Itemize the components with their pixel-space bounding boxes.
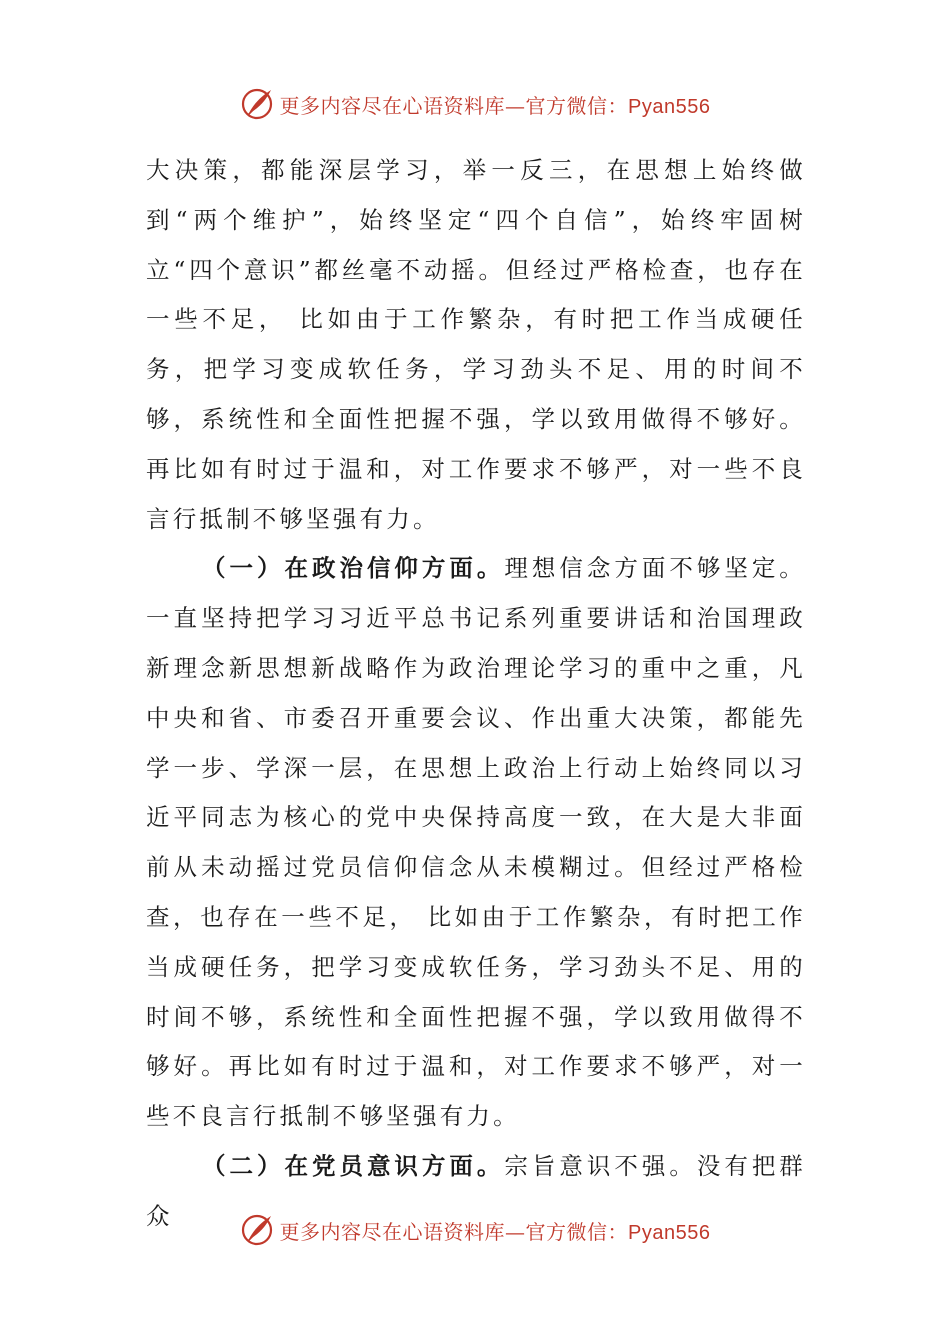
document-body — [146, 146, 806, 1242]
quill-logo-icon — [240, 86, 276, 122]
paragraph-heading: （一）在政治信仰方面。 — [202, 554, 505, 583]
header-watermark — [0, 84, 950, 124]
paragraph-text: 大决策，都能深层学习，举一反三，在思想上始终做到“两个维护”，始终坚定“四个自信”，始终牢固树立“四个意识”都丝毫不动摇。但经过严格检查，也存在一些不足， 比如由于工作繁杂，有时把工作当成硬任务，把学习变成软任务，学习劲头不足、用的时间不够，系统性和全面性把握不强，学以致用做得不够好。再比如有时过于温和，对工作要求不够严，对一些不良言行抵制不够坚强有力。 — [146, 156, 806, 533]
paragraph — [146, 146, 806, 544]
paragraph-text: 宗旨意识不强。没有把群众 — [146, 1151, 807, 1230]
paragraph-text: 理想信念方面不够坚定。一直坚持把学习习近平总书记系列重要讲话和治国理政新理念新思想新战略作为政治理论学习的重中之重，凡中央和省、市委召开重要会议、作出重大决策，都能先学一步、学深一层，在思想上政治上行动上始终同以习近平同志为核心的党中央保持高度一致，在大是大非面前从未动摇过党员信仰信念从未模糊过。但经过严格检查，也存在一些不足， 比如由于工作繁杂，有时把工作当成硬任务，把学习变成软任务，学习劲头不足、用的时间不够，系统性和全面性把握不强，学以致用做得不够好。再比如有时过于温和，对工作要求不够严，对一些不良言行抵制不够坚强有力。 — [146, 554, 807, 1131]
quill-logo-icon — [240, 1212, 276, 1248]
paragraph — [146, 544, 806, 1142]
watermark-text: 更多内容尽在心语资料库—官方微信：Pyan556 — [279, 1219, 711, 1244]
watermark-text: 更多内容尽在心语资料库—官方微信：Pyan556 — [279, 93, 711, 118]
paragraph-heading: （二）在党员意识方面。 — [202, 1151, 505, 1180]
footer-watermark — [0, 1210, 950, 1250]
